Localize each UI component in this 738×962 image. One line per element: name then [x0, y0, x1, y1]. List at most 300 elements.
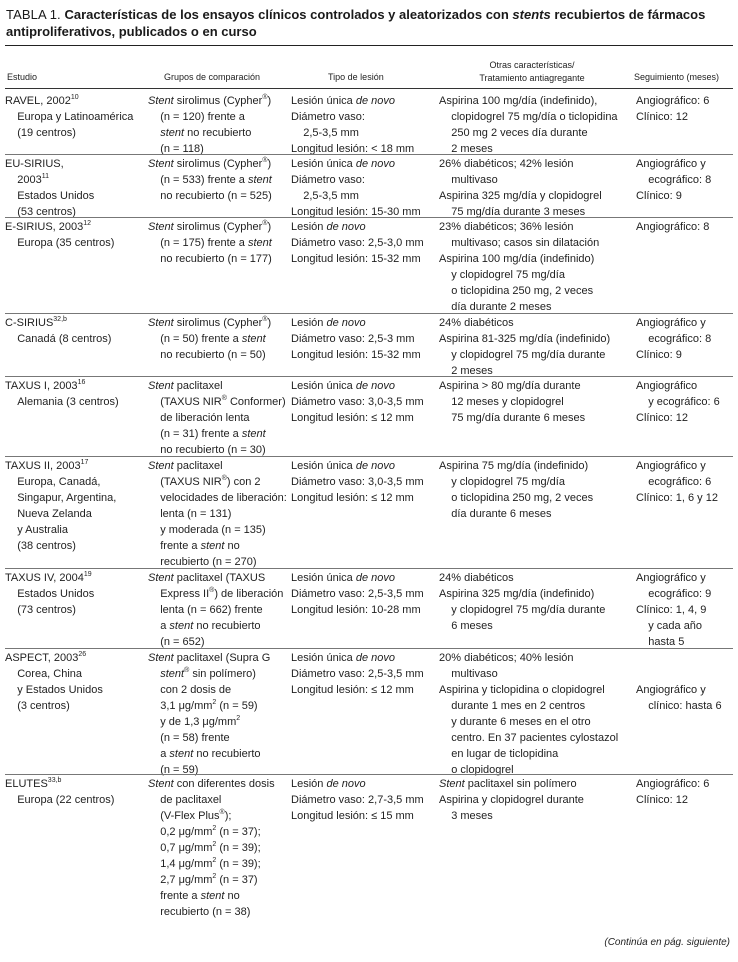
cell-line [439, 267, 599, 283]
cell-line [5, 156, 94, 172]
cell-line [291, 331, 421, 347]
cell-line [291, 251, 424, 267]
text-run: ) [267, 95, 272, 107]
text-run: 11 [41, 173, 49, 180]
text-run: Conformer) [226, 396, 286, 408]
text-run: no recubierto (n = 30) [148, 444, 266, 456]
text-run: sirolimus (Cypher [173, 95, 263, 107]
cell-line [439, 746, 618, 762]
cell-line [439, 93, 618, 109]
text-run: de liberación lenta [148, 412, 250, 424]
text-run: de novo [326, 778, 366, 790]
cell-line [636, 109, 709, 125]
cell-line [636, 474, 718, 490]
text-run: 20% diabéticos; 40% lesión [439, 652, 574, 664]
header-rule [5, 88, 733, 89]
text-run: 2 meses [439, 365, 493, 377]
cell-line [148, 872, 275, 888]
row-separator [5, 774, 733, 775]
text-run: stent [160, 668, 185, 680]
header-grupos: Grupos de comparación [164, 72, 261, 82]
text-run: Clínico: 9 [636, 190, 682, 202]
text-run: (n = 59) [148, 764, 199, 776]
text-run: E-SIRIUS, 2003 [5, 221, 84, 233]
cell-line [5, 490, 116, 506]
cell-estudio [5, 315, 111, 347]
cell-line [5, 682, 103, 698]
cell-line [148, 856, 275, 872]
cell-line [439, 570, 605, 586]
cell-line [5, 109, 133, 125]
title-run: Características de los ensayos clínicos controlados y aleatorizados con [64, 7, 513, 22]
cell-line [636, 650, 722, 666]
text-run: (n = 120) frente a [148, 111, 245, 123]
cell-line [636, 93, 709, 109]
text-run: y cada año [636, 620, 703, 632]
text-run: Longitud lesión: 15-32 mm [291, 349, 421, 361]
text-run: centro. En 37 pacientes cylostazol [439, 732, 619, 744]
text-run: 2 [212, 873, 217, 880]
cell-line [291, 156, 421, 172]
cell-line [148, 618, 283, 634]
header-seguimiento: Seguimiento (meses) [634, 72, 720, 82]
cell-line [439, 188, 602, 204]
text-run: 2 [212, 857, 217, 864]
cell-grupos [148, 650, 270, 778]
text-run: Angiográfico y [636, 317, 706, 329]
cell-line [148, 426, 286, 442]
text-run: y clopidogrel 75 mg/día [439, 476, 565, 488]
row-separator [5, 456, 733, 457]
text-run: stent [200, 890, 225, 902]
cell-line [291, 125, 414, 141]
cell-line [148, 506, 287, 522]
text-run: Stent [148, 317, 174, 329]
cell-otras [439, 570, 605, 634]
cell-line [5, 506, 116, 522]
cell-line [148, 156, 272, 172]
header-estudio: Estudio [7, 72, 38, 82]
cell-line [636, 331, 711, 347]
cell-line [148, 251, 272, 267]
cell-line [636, 586, 711, 602]
text-run: ® [219, 809, 225, 816]
cell-line [439, 474, 593, 490]
cell-line [148, 394, 286, 410]
text-run: ) [267, 317, 272, 329]
cell-line [148, 698, 270, 714]
text-run: Estados Unidos [5, 588, 95, 600]
text-run: y moderada (n = 135) [148, 524, 266, 536]
cell-estudio [5, 570, 94, 618]
text-run: ELUTES [5, 778, 48, 790]
text-run: 2 [236, 715, 241, 722]
cell-line [5, 792, 114, 808]
text-run: Lesión [291, 778, 327, 790]
cell-seg [636, 156, 711, 204]
cell-line [439, 714, 618, 730]
cell-line [636, 347, 711, 363]
text-run: Diámetro vaso: 2,5-3 mm [291, 333, 415, 345]
cell-line [5, 538, 116, 554]
text-run: Lesión única [291, 572, 356, 584]
text-run: stent [200, 540, 225, 552]
cell-line [5, 522, 116, 538]
row-separator [5, 154, 733, 155]
text-run: 2 [212, 825, 217, 832]
text-run: de novo [355, 158, 395, 170]
cell-estudio [5, 93, 133, 141]
text-run: Lesión [291, 317, 327, 329]
cell-grupos [148, 219, 272, 267]
title-run: recubiertos de fármacos antiproliferativos, publicados o en curso [6, 7, 706, 39]
text-run: Alemania (3 centros) [5, 396, 119, 408]
text-run: Stent [148, 460, 174, 472]
text-run: Estados Unidos [5, 190, 95, 202]
text-run: stent [241, 333, 266, 345]
text-run: Europa, Canadá, [5, 476, 101, 488]
text-run: 12 meses y clopidogrel [439, 396, 564, 408]
text-run: 75 mg/día durante 3 meses [439, 206, 586, 218]
text-run: paclitaxel (TAXUS [173, 572, 266, 584]
text-run: ) de liberación [214, 588, 284, 600]
text-run: 2,5-3,5 mm [291, 127, 359, 139]
cell-line [636, 378, 720, 394]
text-run: Longitud lesión: 15-30 mm [291, 206, 421, 218]
text-run: ecográfico: 9 [636, 588, 712, 600]
cell-grupos [148, 378, 286, 458]
cell-line [148, 347, 271, 363]
cell-line [5, 776, 114, 792]
title-run: stents [512, 7, 551, 22]
text-run: Canadá (8 centros) [5, 333, 112, 345]
cell-line [148, 109, 271, 125]
cell-line [5, 378, 119, 394]
cell-line [636, 315, 711, 331]
cell-otras [439, 650, 618, 778]
text-run: Diámetro vaso: [291, 174, 365, 186]
cell-estudio [5, 650, 103, 714]
cell-line [5, 315, 111, 331]
text-run: ); [224, 810, 232, 822]
cell-line [148, 682, 270, 698]
text-run: a [148, 748, 170, 760]
header-tipo: Tipo de lesión [328, 72, 384, 82]
row-separator [5, 376, 733, 377]
cell-tipo [291, 776, 424, 824]
cell-line [148, 458, 287, 474]
text-run: Aspirina 81-325 mg/día (indefinido) [439, 333, 611, 345]
text-run: TAXUS I, 2003 [5, 380, 78, 392]
cell-line [439, 109, 618, 125]
text-run: (19 centros) [5, 127, 76, 139]
cell-line [636, 570, 711, 586]
cell-line [148, 714, 270, 730]
cell-line [148, 904, 275, 920]
cell-line [148, 378, 286, 394]
text-run: Europa (35 centros) [5, 237, 115, 249]
cell-line [291, 776, 424, 792]
cell-line [5, 331, 111, 347]
text-run: 1,4 μg/mm [148, 858, 213, 870]
text-run: ® [221, 395, 227, 402]
text-run: hasta 5 [636, 636, 685, 648]
text-run: 0,2 μg/mm [148, 826, 213, 838]
cell-line [636, 410, 720, 426]
text-run: Aspirina 325 mg/día y clopidogrel [439, 190, 602, 202]
text-run: 32,b [53, 316, 67, 323]
text-run: stent [241, 428, 266, 440]
cell-line [148, 808, 275, 824]
text-run: multivaso [439, 174, 498, 186]
text-run: Clínico: 1, 4, 9 [636, 604, 707, 616]
text-run: frente a [148, 890, 201, 902]
cell-line [291, 458, 424, 474]
cell-line [636, 618, 711, 634]
row-separator [5, 568, 733, 569]
cell-line [439, 347, 610, 363]
cell-line [5, 602, 94, 618]
text-run: paclitaxel [173, 380, 223, 392]
text-run: RAVEL, 2002 [5, 95, 71, 107]
text-run: Aspirina y clopidogrel durante [439, 794, 584, 806]
cell-line [636, 188, 711, 204]
text-run: Corea, China [5, 668, 83, 680]
text-run: 24% diabéticos [439, 572, 514, 584]
text-run: 16 [77, 379, 86, 386]
cell-line [439, 378, 585, 394]
cell-tipo [291, 315, 421, 363]
cell-line [291, 570, 424, 586]
text-run: stent [247, 237, 272, 249]
text-run: Stent [148, 95, 174, 107]
text-run: de novo [355, 652, 395, 664]
text-run: ® [209, 587, 215, 594]
cell-line [148, 331, 271, 347]
cell-line [439, 730, 618, 746]
cell-grupos [148, 315, 271, 363]
cell-tipo [291, 156, 421, 220]
text-run: (n = 652) [148, 636, 205, 648]
text-run: Express II [148, 588, 210, 600]
cell-line [636, 792, 709, 808]
cell-line [636, 776, 709, 792]
cell-line [148, 666, 270, 682]
text-run: Diámetro vaso: 2,7-3,5 mm [291, 794, 424, 806]
cell-seg [636, 776, 709, 808]
text-run: lenta (n = 131) [148, 508, 232, 520]
text-run: y durante 6 meses en el otro [439, 716, 591, 728]
text-run: 24% diabéticos [439, 317, 514, 329]
text-run: Angiográfico: 8 [636, 221, 710, 233]
cell-otras [439, 776, 584, 824]
cell-line [636, 682, 722, 698]
text-run: 19 [83, 571, 92, 578]
cell-tipo [291, 93, 414, 157]
cell-line [636, 458, 718, 474]
cell-line [5, 394, 119, 410]
cell-line [439, 602, 605, 618]
cell-line [148, 840, 275, 856]
cell-line [439, 650, 618, 666]
text-run: Angiográfico y [636, 158, 706, 170]
text-run: frente a [148, 540, 201, 552]
cell-line [148, 538, 287, 554]
text-run: ® [262, 94, 268, 101]
cell-line [439, 506, 593, 522]
text-run: de paclitaxel [148, 794, 222, 806]
text-run: ) [267, 158, 272, 170]
text-run: y clopidogrel 75 mg/día durante [439, 349, 606, 361]
text-run: 26 [78, 651, 87, 658]
text-run: Diámetro vaso: [291, 111, 365, 123]
cell-line [636, 666, 722, 682]
header-otras-line1: Otras características/ [489, 60, 575, 70]
text-run: no recubierto (n = 50) [148, 349, 266, 361]
cell-line [439, 458, 593, 474]
text-run: de novo [355, 380, 395, 392]
cell-line [148, 730, 270, 746]
cell-line [148, 888, 275, 904]
text-run: 2 [212, 841, 217, 848]
text-run: Lesión única [291, 380, 356, 392]
text-run: Stent [148, 778, 174, 790]
cell-line [439, 666, 618, 682]
text-run: 0,7 μg/mm [148, 842, 213, 854]
cell-line [5, 188, 94, 204]
text-run: sirolimus (Cypher [173, 158, 263, 170]
continuation-note: (Continúa en pág. siguiente) [604, 937, 730, 948]
header-otras [462, 59, 602, 85]
cell-line [291, 347, 421, 363]
text-run: no recubierto (n = 525) [148, 190, 272, 202]
cell-line [291, 490, 424, 506]
cell-line [148, 490, 287, 506]
cell-line [5, 666, 103, 682]
cell-otras [439, 156, 602, 220]
row-separator [5, 648, 733, 649]
text-run: (TAXUS NIR [148, 396, 222, 408]
text-run: C-SIRIUS [5, 317, 54, 329]
text-run: Clínico: 12 [636, 794, 688, 806]
cell-line [636, 490, 718, 506]
text-run: (n = 39); [216, 858, 261, 870]
text-run: Singapur, Argentina, [5, 492, 117, 504]
cell-line [439, 172, 602, 188]
text-run: clopidogrel 75 mg/día o ticlopidina [439, 111, 618, 123]
cell-grupos [148, 776, 275, 920]
text-run: de novo [355, 95, 395, 107]
cell-line [439, 792, 584, 808]
cell-otras [439, 315, 610, 379]
cell-line [291, 650, 424, 666]
text-run: Aspirina y ticlopidina o clopidogrel [439, 684, 605, 696]
cell-tipo [291, 219, 424, 267]
text-run [148, 127, 160, 139]
text-run: en lugar de ticlopidina [439, 748, 559, 760]
text-run: Angiográfico: 6 [636, 778, 710, 790]
cell-grupos [148, 570, 283, 650]
cell-grupos [148, 156, 272, 204]
text-run: 3 meses [439, 810, 493, 822]
text-run: Angiográfico [636, 380, 698, 392]
cell-otras [439, 93, 618, 157]
cell-line [439, 156, 602, 172]
top-rule [5, 45, 733, 46]
text-run: y ecográfico: 6 [636, 396, 720, 408]
cell-line [148, 188, 272, 204]
cell-line [291, 410, 424, 426]
cell-grupos [148, 93, 271, 157]
header-otras-line2: Tratamiento antiagregante [479, 73, 585, 83]
text-run: a [148, 620, 170, 632]
text-run: ® [262, 316, 268, 323]
cell-line [291, 378, 424, 394]
cell-line [148, 315, 271, 331]
text-run: multivaso [439, 668, 498, 680]
text-run: TAXUS IV, 2004 [5, 572, 84, 584]
text-run: de novo [326, 317, 366, 329]
text-run: ecográfico: 6 [636, 476, 712, 488]
text-run: Stent [148, 572, 174, 584]
cell-line [148, 570, 283, 586]
cell-line [148, 522, 287, 538]
cell-line [636, 156, 711, 172]
cell-seg [636, 219, 709, 235]
text-run: ® [184, 667, 190, 674]
cell-grupos [148, 458, 287, 570]
cell-line [5, 172, 94, 188]
cell-tipo [291, 570, 424, 618]
text-run: Stent [148, 652, 174, 664]
table-title [6, 6, 732, 40]
text-run: recubierto (n = 270) [148, 556, 257, 568]
cell-line [291, 602, 424, 618]
text-run: con 2 dosis de [148, 684, 232, 696]
cell-tipo [291, 378, 424, 426]
cell-line [148, 586, 283, 602]
text-run: Diámetro vaso: 3,0-3,5 mm [291, 476, 424, 488]
text-run: stent [247, 174, 272, 186]
text-run: (n = 59) [216, 700, 258, 712]
cell-line [439, 490, 593, 506]
cell-line [439, 283, 599, 299]
cell-line [291, 586, 424, 602]
text-run: velocidades de liberación: [148, 492, 287, 504]
text-run: Angiográfico y [636, 684, 706, 696]
text-run: Clínico: 12 [636, 412, 688, 424]
text-run: Lesión única [291, 460, 356, 472]
title-run: TABLA 1. [6, 7, 65, 22]
cell-line [148, 474, 287, 490]
text-run: 2,7 μg/mm [148, 874, 213, 886]
text-run: Lesión única [291, 95, 356, 107]
cell-line [291, 93, 414, 109]
text-run: Diámetro vaso: 2,5-3,5 mm [291, 588, 424, 600]
text-run: (n = 118) [148, 143, 204, 155]
cell-line [439, 698, 618, 714]
text-run: Lesión [291, 221, 327, 233]
text-run: 6 meses [439, 620, 493, 632]
text-run: (38 centros) [5, 540, 76, 552]
text-run: (V-Flex Plus [148, 810, 220, 822]
text-run: Longitud lesión: 10-28 mm [291, 604, 421, 616]
cell-line [291, 474, 424, 490]
text-run: 12 [83, 220, 92, 227]
text-run: Stent [148, 380, 174, 392]
text-run: (n = 37) [216, 874, 258, 886]
text-run: Stent [148, 221, 174, 233]
